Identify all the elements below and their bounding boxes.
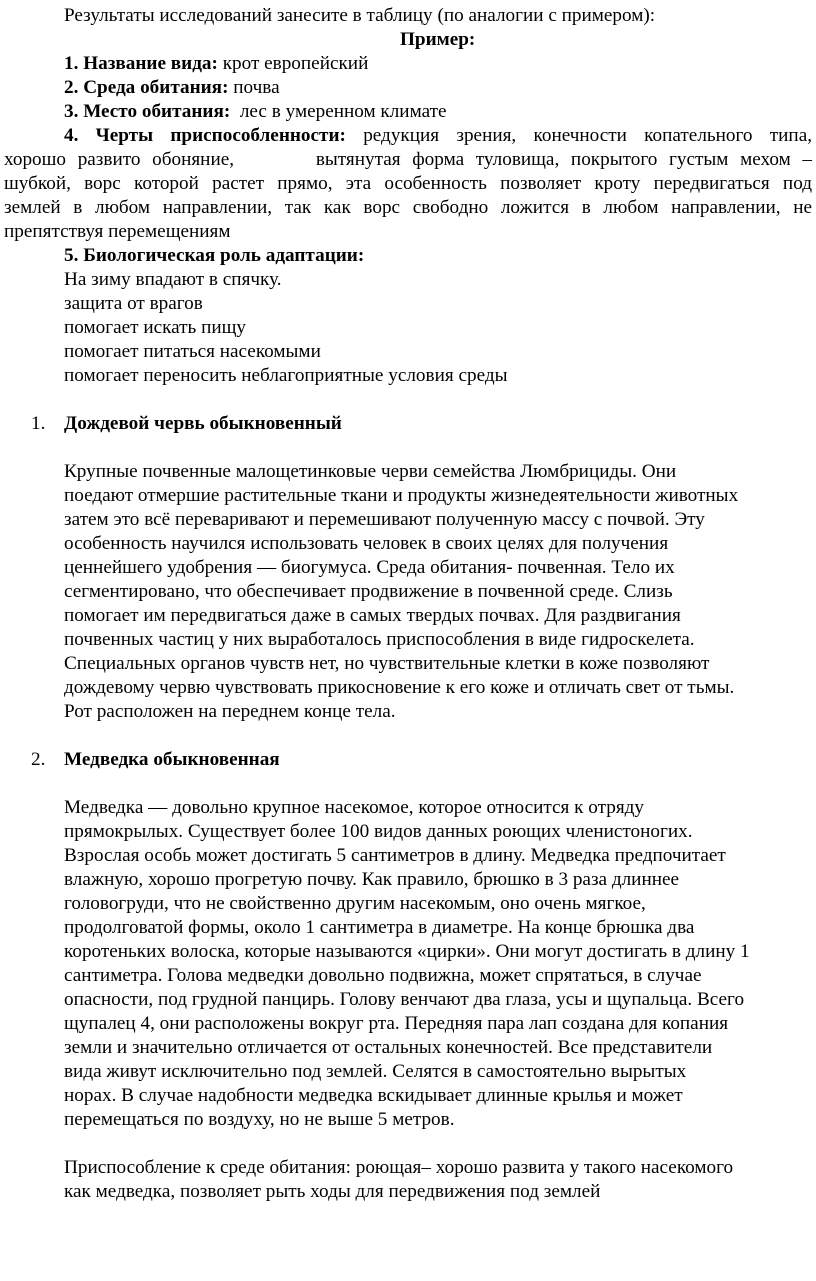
body-line: почвенных частиц у них выработалось приспособления в виде гидроскелета. — [64, 629, 695, 650]
body-line: затем это всё переваривают и перемешивают полученную массу с почвой. Эту — [64, 509, 705, 530]
section-1-heading: Дождевой червь обыкновенный — [64, 413, 342, 434]
body-line: вида живут исключительно под землей. Селятся в самостоятельно вырытых — [64, 1061, 687, 1082]
body-line: влажную, хорошо прогретую почву. Как правило, брюшко в 3 раза длиннее — [64, 869, 680, 890]
field-value: лес в умеренном климате — [230, 101, 447, 122]
adaptation-item: помогает питаться насекомыми — [64, 341, 321, 362]
body-line: особенность научился использовать человек в своих целях для получения — [64, 533, 669, 554]
body-line: продолговатой формы, около 1 сантиметра в диаметре. На конце брюшка два — [64, 917, 695, 938]
adaptation-item: помогает искать пищу — [64, 317, 246, 338]
body-line: Медведка — довольно крупное насекомое, которое относится к отряду — [64, 797, 644, 818]
adaptation-line: как медведка, позволяет рыть ходы для передвижения под землей — [64, 1181, 601, 1202]
example-field-4-line: шубкой, ворс которой растет прямо, эта особенность позволяет кроту передвигаться под — [4, 173, 812, 194]
body-line: помогает им передвигаться даже в самых твердых почвах. Для раздвигания — [64, 605, 681, 626]
example-field-5-label: 5. Биологическая роль адаптации: — [64, 245, 365, 266]
body-line: опасности, под грудной панцирь. Голову венчают два глаза, усы и щупальца. Всего — [64, 989, 745, 1010]
body-line: Крупные почвенные малощетинковые черви семейства Люмбрициды. Они — [64, 461, 677, 482]
field-label: 1. Название вида: — [64, 53, 218, 74]
adaptation-line: Приспособление к среде обитания: роющая– хорошо развита у такого насекомого — [64, 1157, 734, 1178]
example-title: Пример: — [400, 29, 476, 50]
body-line: Взрослая особь может достигать 5 сантиметров в длину. Медведка предпочитает — [64, 845, 726, 866]
field-value: почва — [228, 77, 280, 98]
body-line: перемещаться по воздуху, но не выше 5 метров. — [64, 1109, 455, 1130]
section-1-number: 1. — [31, 413, 46, 434]
field-label: 2. Среда обитания: — [64, 77, 229, 98]
example-field-3 — [64, 100, 447, 124]
example-field-4-line: препятствуя перемещениям — [4, 221, 231, 242]
example-field-4-line: 4. Черты приспособленности: редукция зрения, конечности копательного типа, — [64, 125, 813, 146]
body-line: дождевому червю чувствовать прикосновение к его коже и отличать свет от тьмы. — [64, 677, 735, 698]
field-label: 3. Место обитания: — [64, 101, 231, 122]
example-field-1 — [64, 52, 368, 76]
body-line: щупалец 4, они расположены вокруг рта. Передняя пара лап создана для копания — [64, 1013, 729, 1034]
body-line: головогруди, что не свойственно другим насекомым, оно очень мягкое, — [64, 893, 646, 914]
body-line: сантиметра. Голова медведки довольно подвижна, может спрятаться, в случае — [64, 965, 702, 986]
field-label: 4. Черты приспособленности: — [64, 125, 346, 146]
body-line: Рот расположен на переднем конце тела. — [64, 701, 396, 722]
body-line: коротеньких волоска, которые называются «цирки». Они могут достигать в длину 1 — [64, 941, 750, 962]
example-field-4-line: хорошо развито обоняние, вытянутая форма туловища, покрытого густым мехом – — [4, 149, 812, 170]
body-line: сегментировано, что обеспечивает продвижение в почвенной среде. Слизь — [64, 581, 673, 602]
body-line: поедают отмершие растительные ткани и продукты жизнедеятельности животных — [64, 485, 739, 506]
field-value: крот европейский — [217, 53, 369, 74]
adaptation-item: помогает переносить неблагоприятные условия среды — [64, 365, 508, 386]
adaptation-item: защита от врагов — [64, 293, 203, 314]
intro-text: Результаты исследований занесите в таблицу (по аналогии с примером): — [64, 5, 656, 26]
example-field-2 — [64, 76, 280, 100]
body-line: прямокрылых. Существует более 100 видов данных роющих членистоногих. — [64, 821, 693, 842]
adaptation-item: На зиму впадают в спячку. — [64, 269, 282, 290]
body-line: норах. В случае надобности медведка вскидывает длинные крылья и может — [64, 1085, 683, 1106]
body-line: ценнейшего удобрения — биогумуса. Среда обитания- почвенная. Тело их — [64, 557, 675, 578]
body-line: земли и значительно отличается от остальных конечностей. Все представители — [64, 1037, 713, 1058]
section-2-number: 2. — [31, 749, 46, 770]
section-2-heading: Медведка обыкновенная — [64, 749, 280, 770]
example-field-4-line: землей в любом направлении, так как ворс свободно ложится в любом направлении, не — [4, 197, 812, 218]
body-line: Специальных органов чувств нет, но чувствительные клетки в коже позволяют — [64, 653, 710, 674]
